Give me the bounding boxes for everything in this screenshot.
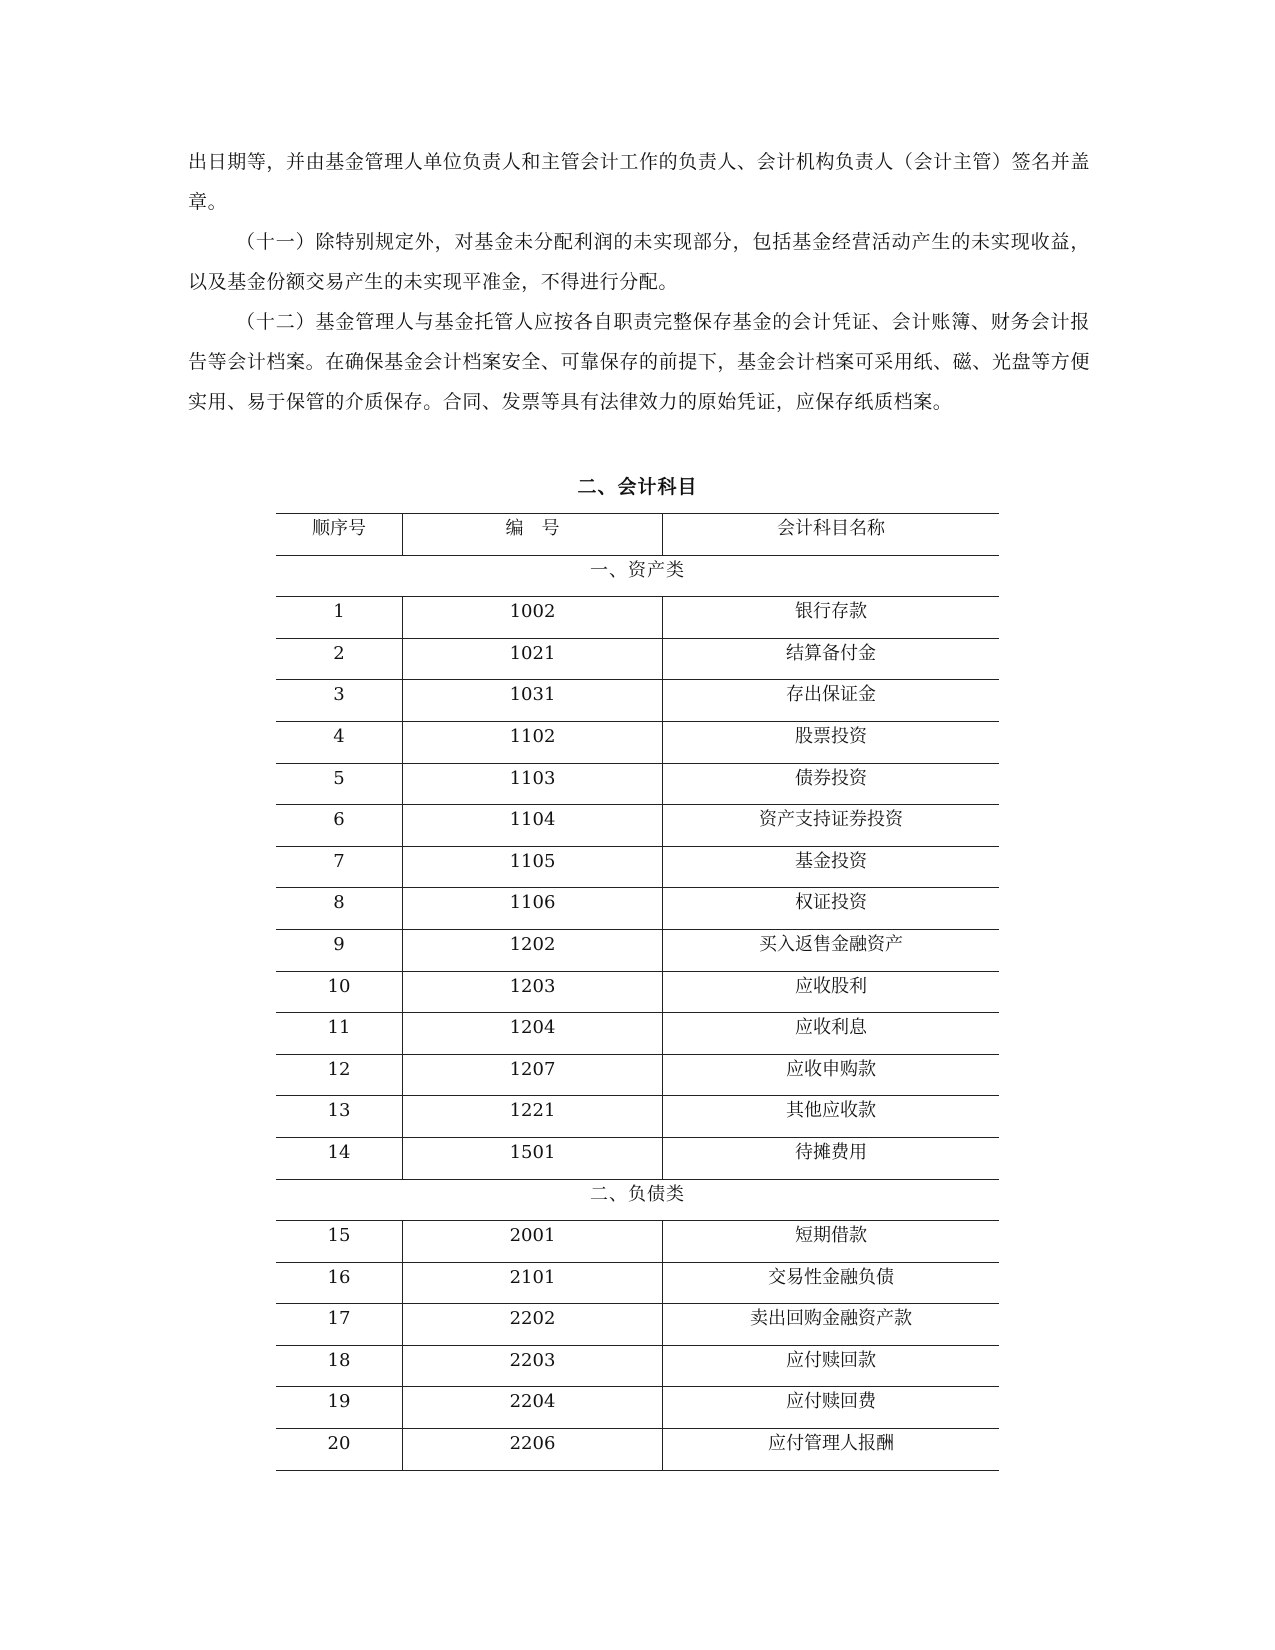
cell-account-name: 债券投资 — [795, 767, 867, 789]
cell-account-name: 应收申购款 — [786, 1058, 876, 1080]
table-row — [276, 1054, 999, 1096]
header-sequence: 顺序号 — [276, 514, 403, 556]
cell-code: 1104 — [403, 805, 663, 847]
section-title: 二、会计科目 — [577, 476, 698, 498]
cell-code: 2101 — [403, 1262, 663, 1304]
cell-code: 2206 — [403, 1429, 663, 1471]
paragraph-item-12: （十二）基金管理人与基金托管人应按各自职责完整保存基金的会计凭证、会计账簿、财务会计报告等会计档案。在确保基金会计档案安全、可靠保存的前提下，基金会计档案可采用纸、磁、光盘等方便实用、易于保管的介质保存。合同、发票等具有法律效力的原始凭证，应保存纸质档案。 — [188, 311, 1090, 413]
cell-sequence: 17 — [276, 1304, 403, 1346]
cell-sequence: 13 — [276, 1096, 403, 1138]
cell-code: 1102 — [403, 721, 663, 763]
cell-account-name: 应收股利 — [795, 975, 867, 997]
cell-sequence: 15 — [276, 1221, 403, 1263]
category-row — [276, 555, 999, 597]
table-row — [276, 1429, 999, 1471]
cell-code: 1501 — [403, 1137, 663, 1179]
cell-account-name: 应付管理人报酬 — [768, 1433, 894, 1455]
table-row — [276, 638, 999, 680]
table-row — [276, 1387, 999, 1429]
header-account-name: 会计科目名称 — [777, 518, 885, 539]
accounts-table — [276, 513, 999, 1471]
cell-account-name: 待摊费用 — [795, 1141, 867, 1163]
cell-sequence: 3 — [276, 680, 403, 722]
cell-sequence: 9 — [276, 929, 403, 971]
cell-account-name: 银行存款 — [795, 601, 867, 623]
cell-account-name: 应付赎回款 — [786, 1349, 876, 1371]
cell-account-name: 权证投资 — [795, 892, 867, 914]
table-row — [276, 1137, 999, 1179]
category-label: 二、负债类 — [590, 1183, 685, 1205]
cell-account-name: 应付赎回费 — [786, 1391, 876, 1413]
header-code: 编 号 — [403, 514, 663, 556]
cell-code: 1031 — [403, 680, 663, 722]
cell-sequence: 5 — [276, 763, 403, 805]
cell-code: 1203 — [403, 971, 663, 1013]
table-row — [276, 1096, 999, 1138]
cell-code: 1106 — [403, 888, 663, 930]
table-body — [276, 555, 999, 1470]
cell-account-name: 短期借款 — [795, 1225, 867, 1247]
cell-account-name: 卖出回购金融资产款 — [750, 1308, 912, 1330]
table-row — [276, 1304, 999, 1346]
table-row — [276, 846, 999, 888]
cell-account-name: 其他应收款 — [786, 1100, 876, 1122]
cell-sequence: 6 — [276, 805, 403, 847]
cell-sequence: 4 — [276, 721, 403, 763]
cell-sequence: 16 — [276, 1262, 403, 1304]
cell-code: 1002 — [403, 597, 663, 639]
cell-sequence: 7 — [276, 846, 403, 888]
cell-code: 2202 — [403, 1304, 663, 1346]
table-row — [276, 1345, 999, 1387]
category-label: 一、资产类 — [590, 559, 685, 581]
cell-sequence: 20 — [276, 1429, 403, 1471]
cell-code: 2204 — [403, 1387, 663, 1429]
cell-code: 1105 — [403, 846, 663, 888]
cell-account-name: 股票投资 — [795, 725, 867, 747]
table-header-row — [276, 514, 999, 556]
cell-account-name: 结算备付金 — [786, 642, 876, 664]
table-row — [276, 1262, 999, 1304]
cell-code: 1204 — [403, 1013, 663, 1055]
cell-account-name: 存出保证金 — [786, 684, 876, 706]
cell-account-name: 资产支持证券投资 — [759, 809, 903, 831]
cell-sequence: 12 — [276, 1054, 403, 1096]
table-row — [276, 1013, 999, 1055]
cell-code: 2203 — [403, 1345, 663, 1387]
cell-sequence: 18 — [276, 1345, 403, 1387]
table-row — [276, 888, 999, 930]
cell-code: 1103 — [403, 763, 663, 805]
cell-account-name: 买入返售金融资产 — [759, 933, 903, 955]
category-row — [276, 1179, 999, 1221]
cell-code: 1021 — [403, 638, 663, 680]
cell-sequence: 8 — [276, 888, 403, 930]
table-row — [276, 971, 999, 1013]
table-row — [276, 929, 999, 971]
cell-code: 1221 — [403, 1096, 663, 1138]
table-row — [276, 597, 999, 639]
cell-sequence: 11 — [276, 1013, 403, 1055]
cell-sequence: 19 — [276, 1387, 403, 1429]
table-row — [276, 763, 999, 805]
table-row — [276, 721, 999, 763]
cell-code: 2001 — [403, 1221, 663, 1263]
cell-code: 1202 — [403, 929, 663, 971]
cell-code: 1207 — [403, 1054, 663, 1096]
cell-sequence: 2 — [276, 638, 403, 680]
table-row — [276, 1221, 999, 1263]
cell-account-name: 应收利息 — [795, 1017, 867, 1039]
paragraph-item-11: （十一）除特别规定外，对基金未分配利润的未实现部分，包括基金经营活动产生的未实现收益，以及基金份额交易产生的未实现平准金，不得进行分配。 — [188, 231, 1090, 293]
cell-account-name: 交易性金融负债 — [768, 1266, 894, 1288]
cell-sequence: 10 — [276, 971, 403, 1013]
table-row — [276, 805, 999, 847]
cell-sequence: 14 — [276, 1137, 403, 1179]
cell-account-name: 基金投资 — [795, 850, 867, 872]
paragraph-continuation: 出日期等，并由基金管理人单位负责人和主管会计工作的负责人、会计机构负责人（会计主管）签名并盖章。 — [188, 151, 1090, 213]
table-row — [276, 680, 999, 722]
cell-sequence: 1 — [276, 597, 403, 639]
